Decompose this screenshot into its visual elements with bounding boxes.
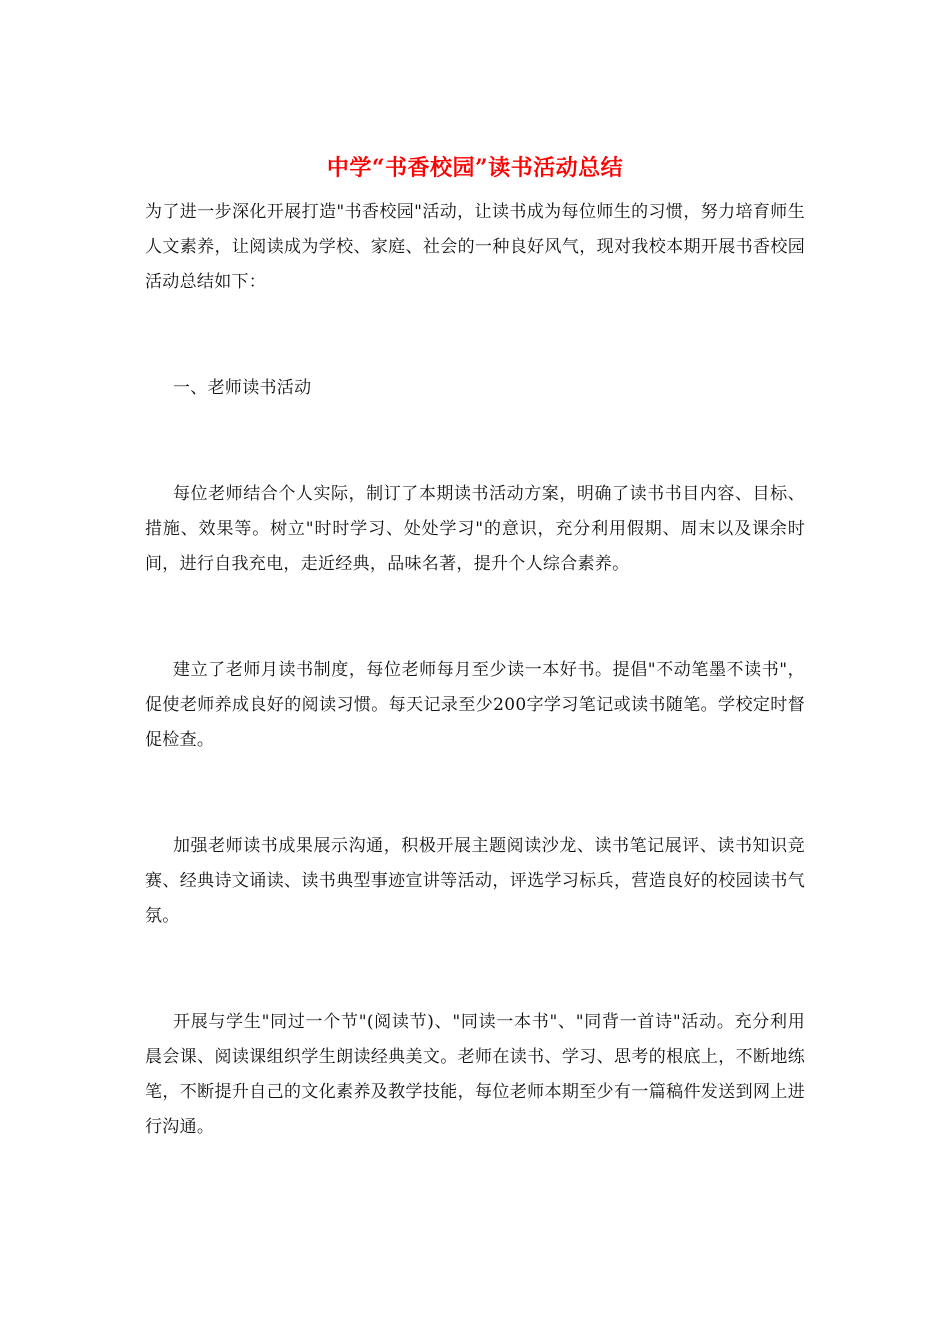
section-heading: 一、老师读书活动 <box>173 378 312 398</box>
body-paragraph: 加强老师读书成果展示沟通，积极开展主题阅读沙龙、读书笔记展评、读书知识竞赛、经典诗文诵读、读书典型事迹宣讲等活动，评选学习标兵，营造良好的校园读书气氛。 <box>145 836 805 926</box>
body-paragraph: 开展与学生"同过一个节"(阅读节)、"同读一本书"、"同背一首诗"活动。充分利用晨会课、阅读课组织学生朗读经典美文。老师在读书、学习、思考的根底上，不断地练笔，不断提升自己的文化素养及教学技能，每位老师本期至少有一篇稿件发送到网上进行沟通。 <box>145 1012 805 1137</box>
intro-paragraph: 为了进一步深化开展打造"书香校园"活动，让读书成为每位师生的习惯，努力培育师生人文素养，让阅读成为学校、家庭、社会的一种良好风气，现对我校本期开展书香校园活动总结如下： <box>145 202 805 292</box>
body-paragraph: 建立了老师月读书制度，每位老师每月至少读一本好书。提倡"不动笔墨不读书"，促使老师养成良好的阅读习惯。每天记录至少200字学习笔记或读书随笔。学校定时督促检查。 <box>145 660 805 750</box>
body-paragraph: 每位老师结合个人实际，制订了本期读书活动方案，明确了读书书目内容、目标、措施、效果等。树立"时时学习、处处学习"的意识，充分利用假期、周末以及课余时间，进行自我充电，走近经典，品味名著，提升个人综合素养。 <box>145 484 805 574</box>
document-title: 中学“书香校园”读书活动总结 <box>326 155 624 181</box>
